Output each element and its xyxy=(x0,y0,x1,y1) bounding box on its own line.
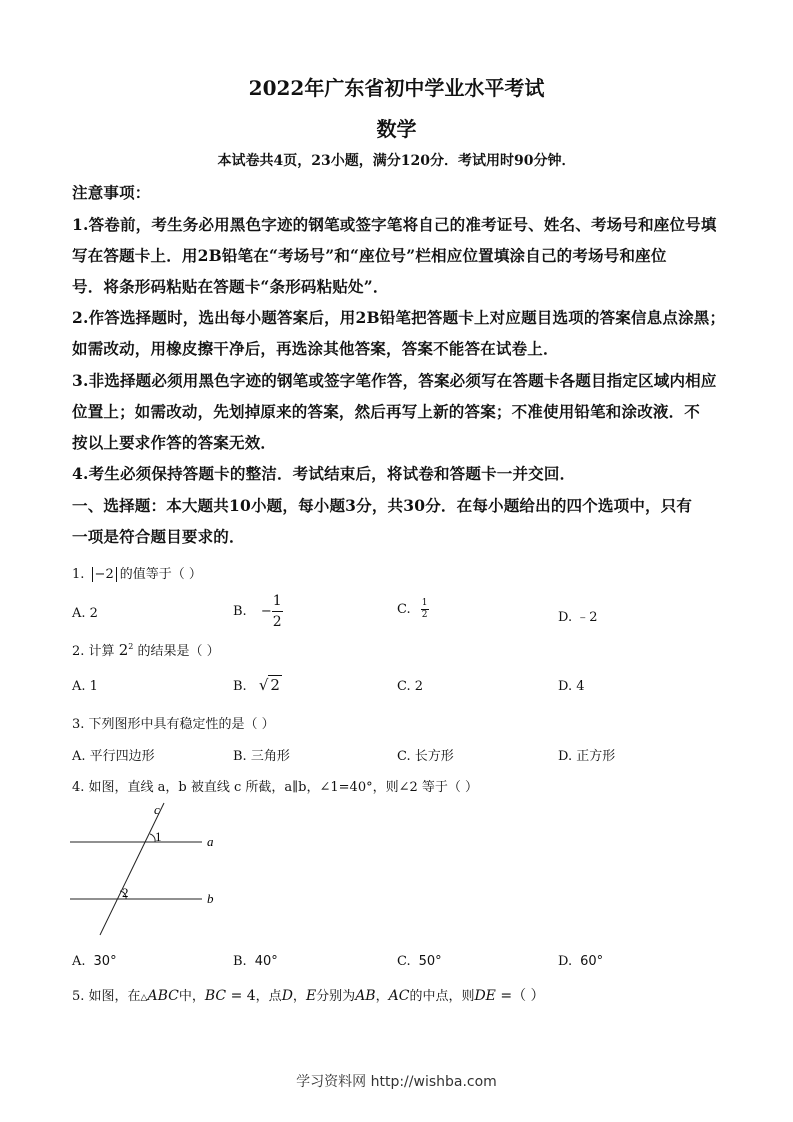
math-var: AC xyxy=(388,988,410,1004)
q4-option-b xyxy=(233,954,278,969)
question-number: 2. xyxy=(72,644,85,659)
question-text: ， xyxy=(292,989,306,1004)
q3-option-d: D. 正方形 xyxy=(558,749,616,764)
option-value: 50° xyxy=(418,954,442,969)
question-text: 的值等于（ ） xyxy=(119,567,202,582)
label-c: c xyxy=(154,802,160,817)
q3-option-b: B. 三角形 xyxy=(233,749,290,764)
footer-text: 学习资料网 http://wishba.com xyxy=(296,1074,497,1090)
notes-line: 如需改动，用橡皮擦干净后，再选涂其他答案，答案不能答在试卷上． xyxy=(72,339,559,358)
triangle-symbol: △ xyxy=(140,993,148,1003)
math-var: BC xyxy=(204,988,227,1004)
numerator: 1 xyxy=(272,594,283,612)
option-label: C. xyxy=(397,954,411,969)
exam-title: 2022年广东省初中学业水平考试 xyxy=(248,76,545,100)
question-1 xyxy=(72,563,202,582)
line-c xyxy=(100,803,164,935)
notes-line: 2.作答选择题时，选出每小题答案后，用2B铅笔把答题卡上对应题目选项的答案信息点涂黑； xyxy=(72,308,726,327)
q1-option-b xyxy=(233,594,283,629)
label-angle-2: 2 xyxy=(122,885,129,900)
notes-line: 位置上；如需改动，先划掉原来的答案，然后再写上新的答案；不准使用铅笔和涂改液．不 xyxy=(72,402,701,421)
q2-option-b xyxy=(233,676,282,694)
question-number: 1. xyxy=(72,567,85,582)
label-b: b xyxy=(207,891,214,906)
math-var: ABC xyxy=(147,988,179,1004)
radicand: 2 xyxy=(270,676,280,694)
question-4: 4. 如图，直线 a，b 被直线 c 所截，a∥b，∠1=40°，则∠2 等于（ ） xyxy=(72,780,479,795)
subject-title: 数学 xyxy=(376,117,417,141)
section-heading-line: 一、选择题：本大题共10小题，每小题3分，共30分．在每小题给出的四个选项中，只有 xyxy=(72,496,693,515)
notes-line: 写在答题卡上．用2B铅笔在“考场号”和“座位号”栏相应位置填涂自己的考场号和座位 xyxy=(72,246,667,265)
question-3: 3. 下列图形中具有稳定性的是（ ） xyxy=(72,717,275,732)
question-text: 5. 如图，在 xyxy=(72,989,141,1004)
question-text: 的结果是（ ） xyxy=(137,644,220,659)
question-text: 分别为 xyxy=(316,989,356,1004)
notes-line: 号．将条形码粘贴在答题卡“条形码粘贴处”． xyxy=(72,277,389,296)
option-label: B. xyxy=(233,604,247,619)
question-text: ，点 xyxy=(255,989,282,1004)
q4-option-a xyxy=(72,954,117,969)
option-label: B. xyxy=(233,679,247,694)
notes-line: 4.考生必须保持答题卡的整洁．考试结束后，将试卷和答题卡一并交回． xyxy=(72,464,576,483)
question-2 xyxy=(72,640,220,659)
sqrt-sign: √ xyxy=(258,676,269,694)
question-text: 的中点，则 xyxy=(409,989,475,1004)
q4-option-c xyxy=(397,954,442,969)
question-text: ， xyxy=(375,989,389,1004)
question-text: 中， xyxy=(178,989,205,1004)
notes-heading: 注意事项： xyxy=(72,183,151,202)
q3-option-a: A. 平行四边形 xyxy=(72,749,155,764)
abs-expression xyxy=(92,567,117,582)
power-expression xyxy=(119,641,134,659)
q1-option-c xyxy=(397,599,429,620)
section-heading-line: 一项是符合题目要求的． xyxy=(72,527,245,546)
power-exponent: 2 xyxy=(128,642,134,651)
option-label: D. xyxy=(558,954,573,969)
question-text: =（ ） xyxy=(495,988,545,1004)
q1-option-a: A. 2 xyxy=(72,606,98,621)
math-expr: = 4 xyxy=(226,988,256,1004)
option-value: 30° xyxy=(93,954,117,969)
question-5 xyxy=(72,985,545,1005)
abs-value: −2 xyxy=(94,567,114,582)
minus-sign: − xyxy=(260,604,272,619)
exam-subtitle: 本试卷共4页，23小题，满分120分．考试用时90分钟． xyxy=(217,153,576,169)
sqrt-expression xyxy=(268,676,282,694)
fraction xyxy=(421,599,429,620)
parallel-lines-figure xyxy=(70,800,230,940)
fraction xyxy=(272,594,283,629)
q3-option-c: C. 长方形 xyxy=(397,749,454,764)
math-var: DE xyxy=(474,988,496,1004)
denominator: 2 xyxy=(421,610,428,620)
q2-option-c: C. 2 xyxy=(397,679,424,694)
notes-line: 1.答卷前，考生务必用黑色字迹的钢笔或签字笔将自己的准考证号、姓名、考场号和座位号填 xyxy=(72,215,717,234)
q4-option-d xyxy=(558,954,603,969)
option-value: 40° xyxy=(254,954,278,969)
label-a: a xyxy=(207,834,214,849)
q2-option-a: A. 1 xyxy=(72,679,98,694)
denominator: 2 xyxy=(272,614,282,630)
math-var: AB xyxy=(355,988,376,1004)
math-var: E xyxy=(305,988,317,1004)
math-var: D xyxy=(281,988,293,1004)
numerator: 1 xyxy=(421,598,428,608)
option-label: A. xyxy=(72,954,86,969)
option-value: 60° xyxy=(580,954,604,969)
q2-option-d: D. 4 xyxy=(558,679,585,694)
option-label: C. xyxy=(397,602,411,617)
notes-line: 3.非选择题必须用黑色字迹的钢笔或签字笔作答，答案必须写在答题卡各题目指定区域内相应 xyxy=(72,371,717,390)
question-text: 计算 xyxy=(88,644,115,659)
q1-option-d: D. ﹣2 xyxy=(558,610,598,625)
label-angle-1: 1 xyxy=(155,829,162,844)
notes-line: 按以上要求作答的答案无效． xyxy=(72,433,277,452)
power-base: 2 xyxy=(118,641,129,659)
option-label: B. xyxy=(233,954,247,969)
